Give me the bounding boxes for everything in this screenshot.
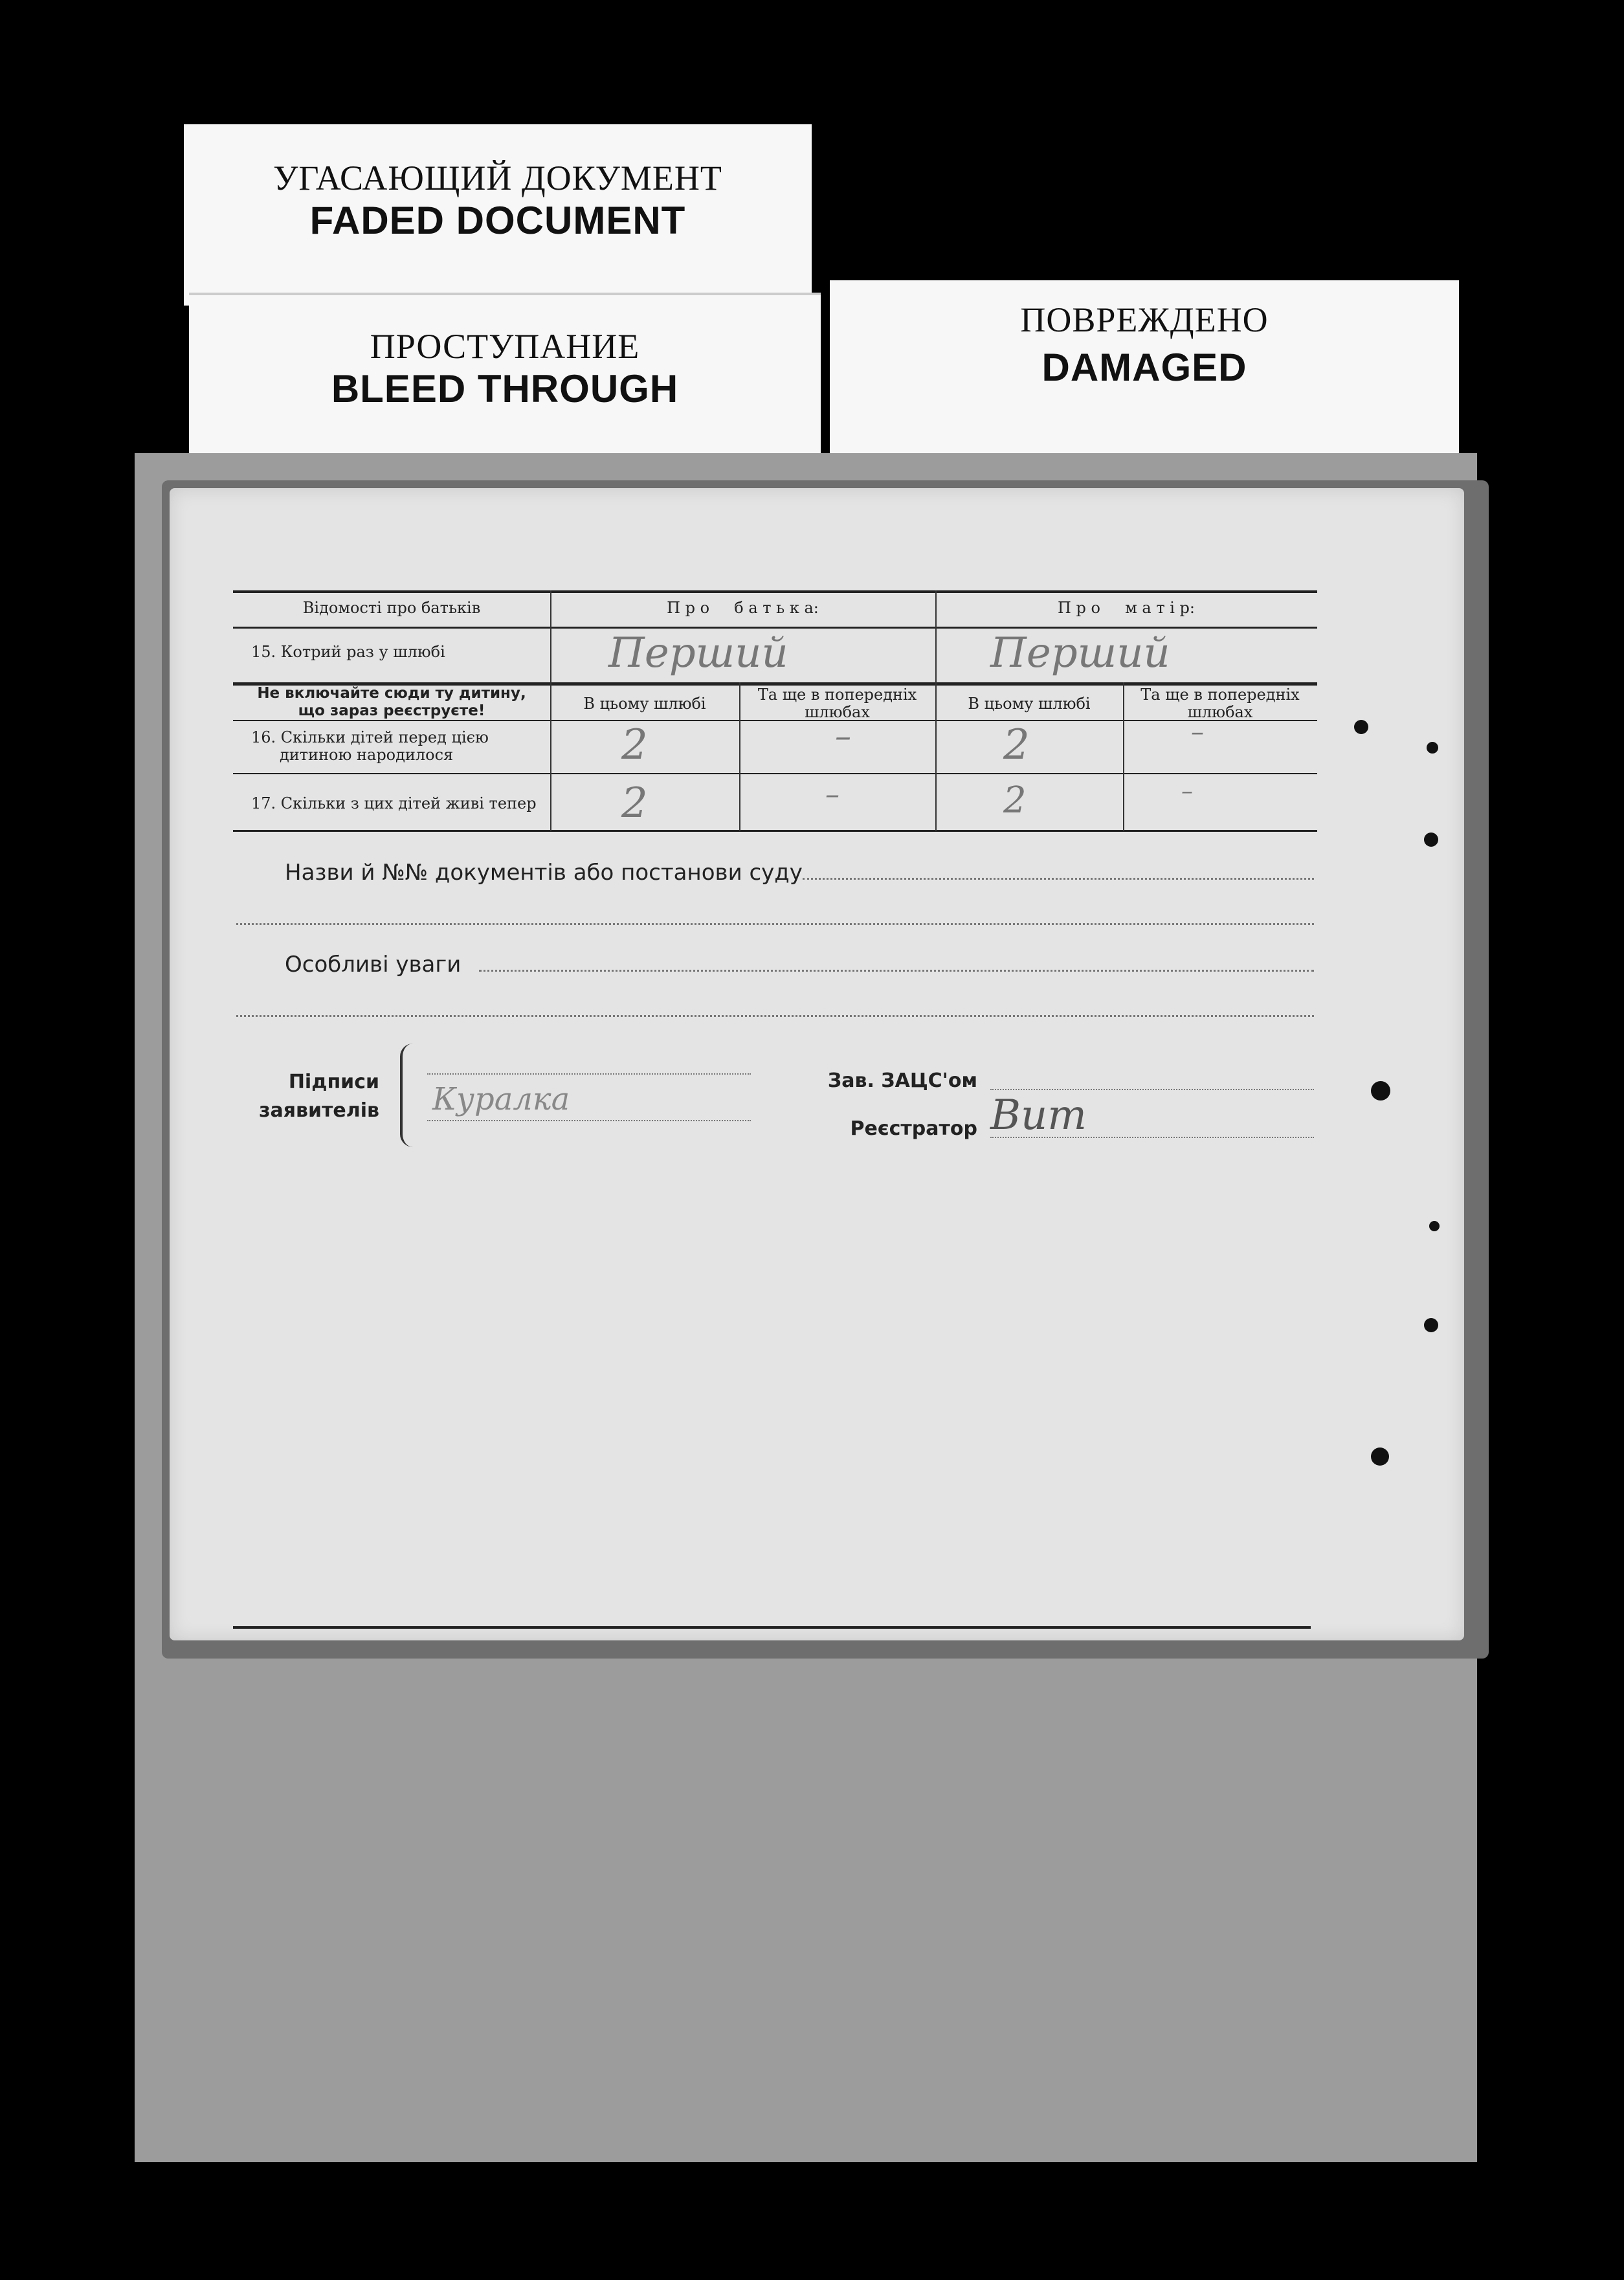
row16-label-line2: дитиною народилося <box>280 746 454 764</box>
mother-prev-marriages-header <box>1123 686 1317 721</box>
father-prev-line2: шлюбах <box>805 703 870 721</box>
damaged-tag-en: DAMAGED <box>1041 346 1247 389</box>
punch-hole <box>1424 833 1438 847</box>
registrar-signature: Вит <box>990 1091 1087 1139</box>
bleed-tag-en: BLEED THROUGH <box>331 367 679 410</box>
faded-tag-en: FADED DOCUMENT <box>309 199 686 242</box>
punch-hole <box>1427 742 1438 754</box>
row16-label-line1: 16. Скільки дітей перед цією <box>251 728 489 746</box>
notes-label: Особливі уваги <box>285 952 462 978</box>
header-father: П р о б а т ь к а: <box>667 599 819 617</box>
row16-father-this: 2 <box>621 721 648 769</box>
applicant-line-2 <box>427 1120 751 1121</box>
documents-line-2 <box>236 923 1314 925</box>
head-line <box>990 1089 1314 1090</box>
mother-prev-line1: Та ще в попередніх <box>1140 686 1300 704</box>
mother-prev-line2: шлюбах <box>1187 703 1253 721</box>
punch-hole <box>1371 1081 1390 1101</box>
punch-hole <box>1424 1318 1438 1332</box>
damaged-tag <box>830 280 1459 455</box>
registrar-line <box>990 1137 1314 1138</box>
father-prev-line1: Та ще в попередніх <box>757 686 917 704</box>
applicants-label-line1: Підписи <box>288 1071 379 1093</box>
row17-father-this: 2 <box>621 779 648 827</box>
applicants-brace <box>400 1044 417 1147</box>
row17-label: 17. Скільки з цих дітей живі тепер <box>251 794 537 812</box>
registrar-label: Реєстратор <box>850 1117 977 1140</box>
row16-mother-prev: – <box>1191 717 1204 747</box>
row17-father-prev: – <box>825 778 840 811</box>
applicants-label <box>233 1068 379 1125</box>
subheader-note-line2: що зараз реєструєте! <box>298 702 485 719</box>
punch-hole <box>1429 1221 1440 1231</box>
notes-line-2 <box>236 1015 1314 1017</box>
row16-mother-this: 2 <box>1003 721 1030 769</box>
faded-tag-ru: УГАСАЮЩИЙ ДОКУМЕНТ <box>273 159 722 197</box>
row17-mother-prev: – <box>1181 778 1193 805</box>
father-prev-marriages-header <box>739 686 935 721</box>
row15-label: 15. Котрий раз у шлюбі <box>251 643 445 661</box>
bleed-tag-ru: ПРОСТУПАНИЕ <box>370 327 640 366</box>
notes-line <box>479 970 1314 972</box>
header-mother: П р о м а т і р: <box>1057 599 1196 617</box>
mother-this-marriage-header: В цьому шлюбі <box>968 695 1091 713</box>
father-this-marriage-header: В цьому шлюбі <box>583 695 706 713</box>
row17-mother-this: 2 <box>1003 779 1027 821</box>
faded-document-tag <box>184 124 812 306</box>
documents-line <box>803 878 1314 880</box>
row15-mother-value: Перший <box>990 629 1170 677</box>
damaged-tag-ru: ПОВРЕЖДЕНО <box>1020 300 1269 339</box>
row15-father-value: Перший <box>608 629 788 677</box>
applicant-signature: Куралка <box>432 1081 570 1117</box>
applicants-label-line2: заявителів <box>259 1099 379 1122</box>
punch-hole <box>1354 720 1368 734</box>
subheader-note-line1: Не включайте сюди ту дитину, <box>257 685 526 702</box>
header-parents-info: Відомості про батьків <box>302 599 481 617</box>
bleed-through-tag <box>189 293 821 454</box>
row16-father-prev: – <box>835 717 851 755</box>
head-label: Зав. ЗАЦС'ом <box>827 1069 977 1092</box>
bottom-rule <box>233 1626 1311 1629</box>
applicant-line-1 <box>427 1073 751 1075</box>
row16-label <box>251 729 549 764</box>
punch-hole <box>1371 1447 1389 1466</box>
subheader-note <box>233 685 550 720</box>
parents-info-table <box>233 590 1317 831</box>
documents-label: Назви й №№ документів або постанови суду <box>285 860 803 886</box>
